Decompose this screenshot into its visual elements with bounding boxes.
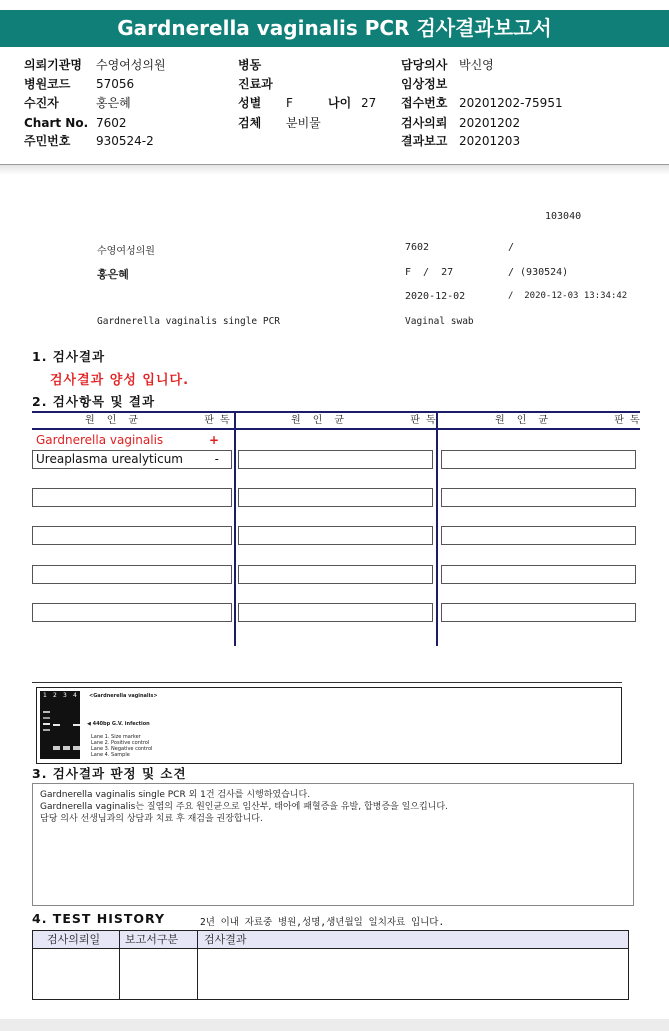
empty-cell [238,603,433,622]
organism-result: + [208,433,219,447]
request-label: 검사의뢰 [401,116,448,130]
empty-cell [238,526,433,545]
organism-result: - [214,452,219,466]
clinical-label: 임상정보 [401,77,448,91]
column-header-3: 원 인 균 판 독 [495,415,640,426]
finding-line: 담당 의사 선생님과의 상담과 치료 후 재검을 권장합니다. [40,814,263,824]
age-label: 나이 [328,96,352,110]
empty-cell [32,488,232,507]
dept-label: 진료과 [238,77,273,91]
specimen-value: 분비물 [286,116,321,130]
empty-cell [32,565,232,584]
summary-chart: 7602 [405,242,430,253]
gel-legend-item: Lane 4. Sample [91,752,130,758]
gel-legend-item: Lane 1. Size marker [91,734,141,740]
gel-image-panel [36,687,622,764]
empty-cell [441,450,636,469]
sex-value: F [286,96,293,110]
gel-band [53,746,60,750]
gel-band [53,724,60,726]
request-value: 20201202 [459,116,521,130]
sex-label: 성별 [238,96,262,110]
section3-title: 3. 검사결과 판정 및 소견 [32,766,187,781]
chart-label: Chart No. [24,116,89,130]
summary-code: 103040 [545,211,582,222]
section2-title: 2. 검사항목 및 결과 [32,394,156,409]
column-divider-1 [234,413,236,646]
gel-band-label: ◀ 440bp G.V. infection [87,721,150,727]
summary-birth: / (930524) [508,267,569,278]
doctor-label: 담당의사 [401,58,448,72]
empty-cell [441,565,636,584]
gel-band [43,717,50,719]
id-label: 주민번호 [24,134,71,148]
column-header-1: 원 인 균 판 독 [85,415,230,426]
summary-chart-slash: / [508,242,515,253]
code-value: 57056 [96,77,135,91]
age-value: 27 [361,96,377,110]
column-header-2: 원 인 균 판 독 [291,415,436,426]
chart-value: 7602 [96,116,127,130]
lane-number: 3 [63,692,67,699]
empty-cell [441,603,636,622]
organism-name: Ureaplasma urealyticum [36,452,183,466]
history-note: 2년 이내 자료중 병원,성명,생년월일 일치자료 입니다. [200,917,445,928]
empty-cell [32,526,232,545]
receipt-label: 접수번호 [401,96,448,110]
summary-specimen: Vaginal swab [405,316,474,327]
result-positive-text: 검사결과 양성 입니다. [50,373,190,388]
code-label: 병원코드 [24,77,71,91]
gel-band-text: 440bp G.V. infection [92,721,150,727]
empty-cell [441,526,636,545]
history-col-divider [119,931,120,999]
lane-number: 4 [73,692,77,699]
history-table-header [33,931,628,949]
empty-cell [441,488,636,507]
history-col-result: 검사결과 [204,933,247,946]
summary-date: 2020-12-02 [405,291,466,302]
gel-divider [32,682,622,683]
section4-title: 4. TEST HISTORY [32,911,166,926]
history-col-report-type: 보고서구분 [125,933,179,946]
gel-band [43,729,50,731]
summary-datetime: / 2020-12-03 13:34:42 [508,291,628,301]
result-row [32,431,232,450]
empty-cell [32,603,232,622]
column-divider-2 [436,413,438,646]
empty-cell [238,450,433,469]
patient-value: 홍은혜 [96,96,131,110]
gel-band [43,711,50,713]
organism-name: Gardnerella vaginalis [36,433,164,447]
patient-label: 수진자 [24,96,59,110]
summary-test-name: Gardnerella vaginalis single PCR [97,316,281,327]
gel-legend-item: Lane 2. Positive control [91,740,150,746]
hospital-value: 수영여성의원 [96,58,166,72]
page-footer [0,1019,669,1031]
finding-line: Gardnerella vaginalis는 질염의 주요 원인균으로 임산부, 태아에 패혈증을 유발, 합병증을 일으킵니다. [40,802,448,812]
table-header-rule [32,428,640,430]
history-col-request-date: 검사의뢰일 [47,933,101,946]
ward-label: 병동 [238,58,262,72]
gel-electrophoresis-image [40,691,80,759]
findings-box [32,783,634,906]
gel-title: <Gardnerella vaginalis> [89,693,158,699]
gel-band [43,723,50,725]
hospital-label: 의뢰기관명 [24,58,82,72]
id-value: 930524-2 [96,134,154,148]
finding-line: Gardnerella vaginalis single PCR 외 1건 검사를 시행하였습니다. [40,790,311,800]
empty-cell [238,488,433,507]
header-shadow [0,165,669,175]
report-value: 20201203 [459,134,521,148]
summary-hospital: 수영여성의원 [97,246,155,257]
gel-band [73,746,80,750]
section1-title: 1. 검사결과 [32,349,106,364]
result-row [32,450,232,469]
doctor-value: 박신영 [459,58,494,72]
history-table [32,930,629,1000]
summary-sex-age: F / 27 [405,267,454,278]
lane-number: 2 [53,692,57,699]
specimen-label: 검체 [238,116,262,130]
gel-legend-item: Lane 3. Negative control [91,746,153,752]
lane-number: 1 [43,692,47,699]
report-title: Gardnerella vaginalis PCR 검사결과보고서 [0,10,669,47]
empty-cell [238,565,433,584]
summary-patient: 홍은혜 [97,268,129,281]
report-label: 결과보고 [401,134,448,148]
receipt-value: 20201202-75951 [459,96,563,110]
gel-band [73,724,80,726]
history-col-divider [197,931,198,999]
gel-band [63,746,70,750]
